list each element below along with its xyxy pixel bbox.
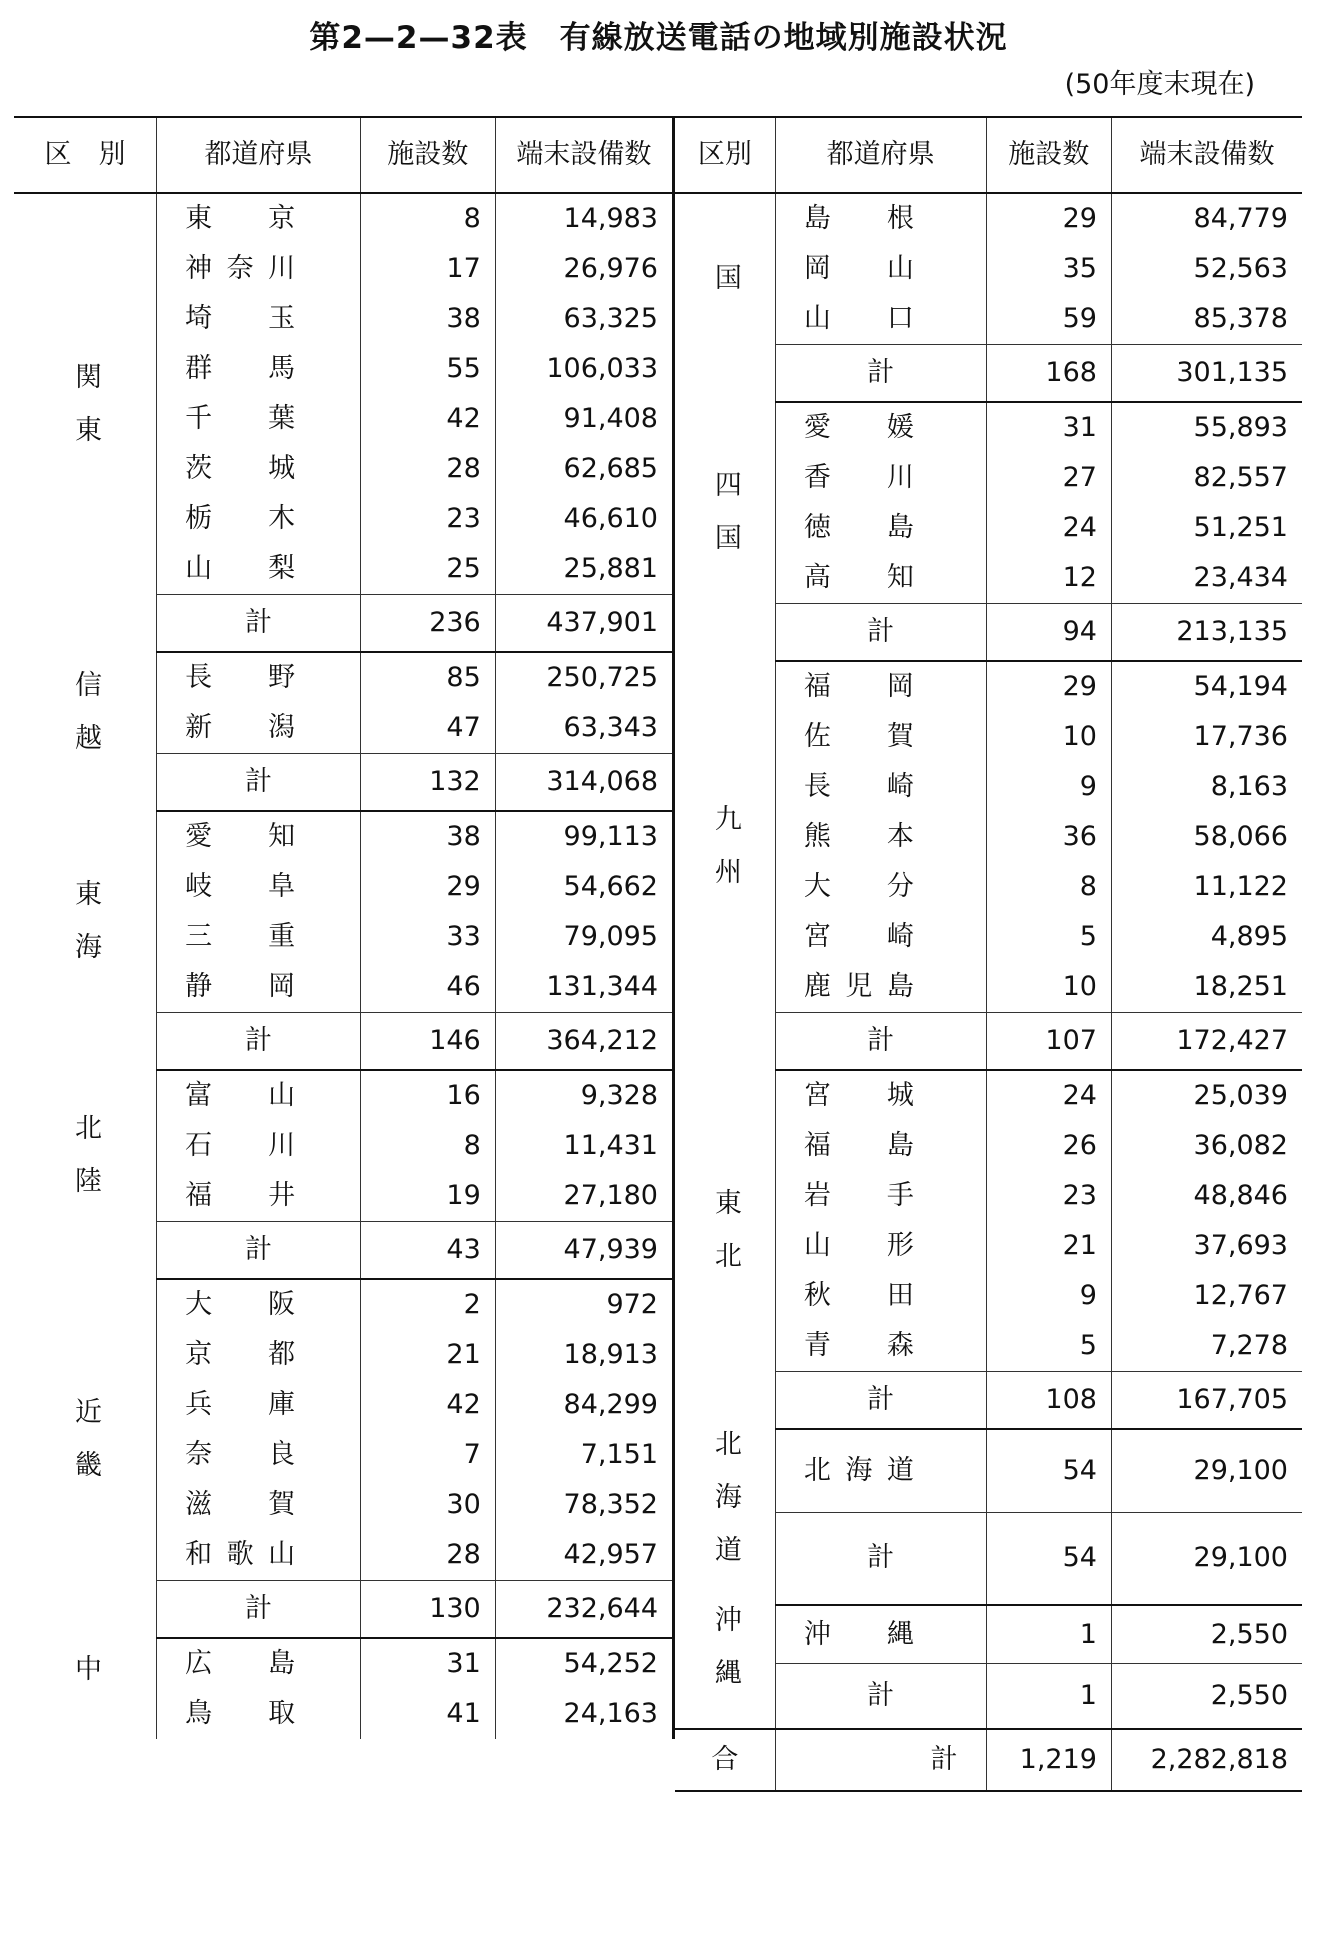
facilities-cell: 59	[986, 294, 1111, 345]
prefecture-name: 静岡	[185, 971, 296, 1002]
facilities-cell: 23	[986, 1171, 1111, 1221]
facilities-cell: 26	[986, 1121, 1111, 1171]
prefecture-name: 香川	[803, 462, 914, 493]
prefecture-cell	[157, 394, 361, 444]
facilities-cell: 29	[360, 862, 495, 912]
terminals-cell: 131,344	[546, 971, 658, 1002]
facilities-cell: 55	[360, 344, 495, 394]
prefecture-name: 佐賀	[803, 721, 914, 752]
prefecture-name: 茨城	[185, 453, 296, 484]
terminals-cell: 29,100	[1193, 1454, 1288, 1486]
as-of-note: (50年度末現在)	[1064, 69, 1255, 100]
region-label: 東海	[70, 879, 102, 985]
facilities-cell: 5	[986, 1321, 1111, 1372]
subtotal-facilities: 1	[986, 1664, 1111, 1729]
prefecture-name: 岡山	[803, 253, 914, 284]
terminals-cell: 972	[606, 1289, 658, 1320]
prefecture-name: 岐阜	[185, 871, 296, 902]
terminals-cell: 18,913	[563, 1339, 658, 1370]
subtotal-label: 計	[775, 1013, 986, 1071]
terminals-cell: 8,163	[1210, 771, 1288, 802]
terminals-cell: 2,550	[1210, 1618, 1288, 1650]
terminals-cell: 26,976	[563, 253, 658, 284]
table-row	[675, 1605, 1302, 1664]
prefecture-cell	[775, 762, 986, 812]
terminals-cell: 11,122	[1193, 871, 1288, 902]
prefecture-name: 千葉	[185, 403, 296, 434]
prefecture-name: 福岡	[803, 671, 914, 702]
terminals-cell: 58,066	[1193, 821, 1288, 852]
subtotal-terminals: 437,901	[495, 595, 673, 653]
region-cell	[14, 811, 157, 1070]
terminals-cell: 7,151	[580, 1439, 658, 1470]
prefecture-name: 広島	[185, 1648, 296, 1679]
prefecture-name: 福島	[803, 1130, 914, 1161]
prefecture-cell	[775, 1221, 986, 1271]
subtotal-facilities: 132	[360, 754, 495, 812]
facilities-cell: 27	[986, 453, 1111, 503]
table-row	[14, 1070, 674, 1121]
region-label: 北海道	[709, 1429, 741, 1588]
prefecture-cell	[775, 1121, 986, 1171]
terminals-cell: 62,685	[563, 453, 658, 484]
subtotal-label: 計	[157, 595, 361, 653]
left-table	[14, 116, 675, 1739]
terminals-cell: 91,408	[563, 403, 658, 434]
terminals-cell: 7,278	[1210, 1330, 1288, 1361]
prefecture-cell	[775, 661, 986, 712]
region-cell	[675, 1429, 775, 1605]
subtotal-label: 計	[775, 1664, 986, 1729]
prefecture-cell	[775, 1605, 986, 1664]
prefecture-name: 富山	[185, 1080, 296, 1111]
prefecture-cell	[157, 544, 361, 595]
facilities-cell: 38	[360, 811, 495, 862]
terminals-cell: 48,846	[1193, 1180, 1288, 1211]
terminals-cell: 79,095	[563, 921, 658, 952]
prefecture-name: 神奈川	[185, 253, 296, 284]
terminals-cell: 27,180	[563, 1180, 658, 1211]
facilities-cell: 7	[360, 1430, 495, 1480]
table-title: 第2—2—32表 有線放送電話の地域別施設状況	[309, 20, 1008, 56]
facilities-cell: 9	[986, 762, 1111, 812]
table-row	[14, 1638, 674, 1689]
prefecture-cell	[157, 1689, 361, 1739]
region-cell	[14, 1279, 157, 1638]
prefecture-cell	[775, 912, 986, 962]
grand-total-row	[675, 1729, 1302, 1791]
subtotal-facilities: 43	[360, 1222, 495, 1280]
prefecture-cell	[775, 402, 986, 453]
subtotal-facilities: 54	[986, 1512, 1111, 1605]
table-row	[14, 811, 674, 862]
facilities-cell: 24	[986, 503, 1111, 553]
prefecture-cell	[157, 294, 361, 344]
prefecture-cell	[157, 962, 361, 1013]
terminals-cell: 52,563	[1193, 253, 1288, 284]
facilities-cell: 30	[360, 1480, 495, 1530]
facilities-cell: 85	[360, 652, 495, 703]
prefecture-cell	[157, 1380, 361, 1430]
prefecture-name: 岩手	[803, 1180, 914, 1211]
prefecture-name: 京都	[185, 1339, 296, 1370]
prefecture-name: 青森	[803, 1330, 914, 1361]
terminals-cell: 78,352	[563, 1489, 658, 1520]
prefecture-name: 大分	[803, 871, 914, 902]
table-wrapper	[14, 116, 1302, 1792]
subtotal-terminals: 29,100	[1111, 1512, 1302, 1605]
facilities-cell: 16	[360, 1070, 495, 1121]
terminals-cell: 23,434	[1193, 562, 1288, 593]
prefecture-name: 山梨	[185, 553, 296, 584]
prefecture-cell	[775, 812, 986, 862]
facilities-cell: 42	[360, 1380, 495, 1430]
prefecture-cell	[775, 712, 986, 762]
region-label: 信越	[70, 670, 102, 776]
subtotal-terminals: 172,427	[1111, 1013, 1302, 1071]
facilities-cell: 38	[360, 294, 495, 344]
prefecture-cell	[157, 1480, 361, 1530]
terminals-cell: 17,736	[1193, 721, 1288, 752]
table-row	[14, 1279, 674, 1330]
facilities-cell: 28	[360, 1530, 495, 1581]
region-cell	[14, 1070, 157, 1279]
facilities-cell: 23	[360, 494, 495, 544]
facilities-cell: 25	[360, 544, 495, 595]
terminals-cell: 4,895	[1210, 921, 1288, 952]
table-row	[14, 193, 674, 244]
terminals-cell: 99,113	[563, 821, 658, 852]
prefecture-cell	[157, 1070, 361, 1121]
facilities-cell: 31	[360, 1638, 495, 1689]
subtotal-facilities: 236	[360, 595, 495, 653]
terminals-cell: 37,693	[1193, 1230, 1288, 1261]
prefecture-cell	[157, 1330, 361, 1380]
prefecture-name: 愛媛	[803, 412, 914, 443]
prefecture-name: 宮城	[803, 1080, 914, 1111]
facilities-cell: 12	[986, 553, 1111, 604]
prefecture-cell	[157, 244, 361, 294]
facilities-cell: 47	[360, 703, 495, 754]
header-pref: 都道府県	[775, 117, 986, 193]
header-terminals: 端末設備数	[1111, 117, 1302, 193]
prefecture-name: 秋田	[803, 1280, 914, 1311]
facilities-cell: 24	[986, 1070, 1111, 1121]
table-row	[675, 1070, 1302, 1121]
facilities-cell: 10	[986, 712, 1111, 762]
prefecture-name: 沖縄	[803, 1618, 914, 1650]
subtotal-facilities: 146	[360, 1013, 495, 1071]
terminals-cell: 54,194	[1193, 671, 1288, 702]
prefecture-name: 長崎	[803, 771, 914, 802]
subtotal-terminals: 301,135	[1111, 345, 1302, 403]
facilities-cell: 9	[986, 1271, 1111, 1321]
subtotal-label: 計	[157, 1581, 361, 1639]
subtotal-terminals: 364,212	[495, 1013, 673, 1071]
terminals-cell: 54,662	[563, 871, 658, 902]
table-row	[675, 193, 1302, 244]
prefecture-cell	[775, 294, 986, 345]
region-label: 沖縄	[709, 1605, 741, 1711]
terminals-cell: 11,431	[563, 1130, 658, 1161]
region-label: 九州	[709, 804, 741, 910]
prefecture-name: 島根	[803, 203, 914, 234]
subtotal-label: 計	[157, 754, 361, 812]
facilities-cell: 8	[360, 193, 495, 244]
subtotal-facilities: 130	[360, 1581, 495, 1639]
prefecture-name: 長野	[185, 662, 296, 693]
prefecture-name: 鹿児島	[803, 971, 914, 1002]
terminals-cell: 24,163	[563, 1698, 658, 1729]
terminals-cell: 84,299	[563, 1389, 658, 1420]
prefecture-cell	[775, 244, 986, 294]
table-row	[675, 402, 1302, 453]
prefecture-cell	[157, 703, 361, 754]
prefecture-cell	[157, 1279, 361, 1330]
grand-total-terminals: 2,282,818	[1111, 1729, 1302, 1791]
prefecture-cell	[775, 1271, 986, 1321]
facilities-cell: 41	[360, 1689, 495, 1739]
prefecture-cell	[157, 652, 361, 703]
prefecture-name: 福井	[185, 1180, 296, 1211]
header-facilities: 施設数	[986, 117, 1111, 193]
prefecture-name: 和歌山	[185, 1539, 296, 1570]
terminals-cell: 42,957	[563, 1539, 658, 1570]
region-cell	[675, 1070, 775, 1429]
terminals-cell: 85,378	[1193, 303, 1288, 334]
prefecture-cell	[157, 1430, 361, 1480]
prefecture-name: 石川	[185, 1130, 296, 1161]
prefecture-name: 大阪	[185, 1289, 296, 1320]
facilities-cell: 8	[986, 862, 1111, 912]
terminals-cell: 18,251	[1193, 971, 1288, 1002]
prefecture-cell	[775, 1429, 986, 1512]
prefecture-name: 山形	[803, 1230, 914, 1261]
prefecture-cell	[775, 453, 986, 503]
prefecture-name: 鳥取	[185, 1698, 296, 1729]
prefecture-cell	[157, 1638, 361, 1689]
prefecture-cell	[157, 444, 361, 494]
header-pref: 都道府県	[157, 117, 361, 193]
facilities-cell: 33	[360, 912, 495, 962]
terminals-cell: 63,343	[563, 712, 658, 743]
prefecture-name: 兵庫	[185, 1389, 296, 1420]
prefecture-name: 奈良	[185, 1439, 296, 1470]
prefecture-name: 栃木	[185, 503, 296, 534]
subtotal-terminals: 47,939	[495, 1222, 673, 1280]
facilities-cell: 36	[986, 812, 1111, 862]
header-region: 区 別	[14, 117, 157, 193]
subtotal-terminals: 167,705	[1111, 1372, 1302, 1430]
region-cell	[675, 402, 775, 661]
subtotal-facilities: 94	[986, 604, 1111, 662]
right-table	[675, 116, 1302, 1792]
facilities-cell: 28	[360, 444, 495, 494]
prefecture-name: 三重	[185, 921, 296, 952]
prefecture-cell	[775, 1171, 986, 1221]
subtotal-facilities: 168	[986, 345, 1111, 403]
facilities-cell: 35	[986, 244, 1111, 294]
region-cell	[675, 193, 775, 402]
terminals-cell: 84,779	[1193, 203, 1288, 234]
subtotal-label: 計	[775, 1372, 986, 1430]
right-header-row	[675, 117, 1302, 193]
left-header-row	[14, 117, 674, 193]
prefecture-name: 山口	[803, 303, 914, 334]
region-cell	[14, 1638, 157, 1739]
prefecture-name: 新潟	[185, 712, 296, 743]
prefecture-name: 北海道	[803, 1454, 914, 1486]
region-cell	[675, 1605, 775, 1729]
facilities-cell: 17	[360, 244, 495, 294]
terminals-cell: 25,039	[1193, 1080, 1288, 1111]
region-cell	[14, 193, 157, 652]
facilities-cell: 19	[360, 1171, 495, 1222]
facilities-cell: 29	[986, 193, 1111, 244]
prefecture-name: 徳島	[803, 512, 914, 543]
subtotal-label: 計	[775, 604, 986, 662]
prefecture-name: 愛知	[185, 821, 296, 852]
subtotal-facilities: 108	[986, 1372, 1111, 1430]
header-facilities: 施設数	[360, 117, 495, 193]
prefecture-cell	[775, 1070, 986, 1121]
subtotal-label: 計	[775, 1512, 986, 1605]
facilities-cell: 31	[986, 402, 1111, 453]
region-label: 中	[70, 1653, 102, 1707]
prefecture-cell	[775, 553, 986, 604]
subtotal-terminals: 232,644	[495, 1581, 673, 1639]
region-label: 四国	[709, 470, 741, 576]
terminals-cell: 51,251	[1193, 512, 1288, 543]
subtotal-label: 計	[157, 1013, 361, 1071]
facilities-cell: 54	[986, 1429, 1111, 1512]
table-row	[675, 1429, 1302, 1512]
prefecture-cell	[775, 962, 986, 1013]
prefecture-name: 熊本	[803, 821, 914, 852]
prefecture-name: 東京	[185, 203, 296, 234]
facilities-cell: 5	[986, 912, 1111, 962]
prefecture-cell	[775, 193, 986, 244]
facilities-cell: 46	[360, 962, 495, 1013]
prefecture-cell	[157, 344, 361, 394]
prefecture-name: 高知	[803, 562, 914, 593]
prefecture-cell	[157, 1171, 361, 1222]
prefecture-name: 群馬	[185, 353, 296, 384]
facilities-cell: 10	[986, 962, 1111, 1013]
prefecture-cell	[775, 1321, 986, 1372]
prefecture-cell	[157, 193, 361, 244]
subtotal-label: 計	[157, 1222, 361, 1280]
terminals-cell: 106,033	[546, 353, 658, 384]
prefecture-cell	[157, 494, 361, 544]
region-label: 国	[709, 263, 741, 316]
terminals-cell: 54,252	[563, 1648, 658, 1679]
facilities-cell: 42	[360, 394, 495, 444]
facilities-cell: 8	[360, 1121, 495, 1171]
region-label: 東北	[709, 1188, 741, 1294]
prefecture-cell	[157, 1530, 361, 1581]
region-label: 関東	[70, 361, 102, 468]
prefecture-name: 埼玉	[185, 303, 296, 334]
table-row	[14, 652, 674, 703]
prefecture-cell	[775, 862, 986, 912]
table-row	[675, 661, 1302, 712]
terminals-cell: 25,881	[563, 553, 658, 584]
subtotal-terminals: 213,135	[1111, 604, 1302, 662]
terminals-cell: 9,328	[580, 1080, 658, 1111]
terminals-cell: 63,325	[563, 303, 658, 334]
prefecture-name: 宮崎	[803, 921, 914, 952]
prefecture-name: 滋賀	[185, 1489, 296, 1520]
prefecture-cell	[775, 503, 986, 553]
prefecture-cell	[157, 811, 361, 862]
header-terminals: 端末設備数	[495, 117, 673, 193]
grand-total-label-b: 計	[775, 1729, 986, 1791]
subtotal-terminals: 2,550	[1111, 1664, 1302, 1729]
left-table-body	[14, 193, 674, 1739]
facilities-cell: 21	[360, 1330, 495, 1380]
terminals-cell: 55,893	[1193, 412, 1288, 443]
region-cell	[14, 652, 157, 811]
grand-total-facilities: 1,219	[986, 1729, 1111, 1791]
prefecture-cell	[157, 912, 361, 962]
terminals-cell: 250,725	[546, 662, 658, 693]
subtotal-terminals: 314,068	[495, 754, 673, 812]
grand-total-label-a: 合	[675, 1729, 775, 1791]
prefecture-cell	[157, 862, 361, 912]
region-cell	[675, 661, 775, 1070]
right-table-body	[675, 193, 1302, 1791]
terminals-cell: 82,557	[1193, 462, 1288, 493]
facilities-cell: 2	[360, 1279, 495, 1330]
facilities-cell: 29	[986, 661, 1111, 712]
subtotal-label: 計	[775, 345, 986, 403]
terminals-cell: 36,082	[1193, 1130, 1288, 1161]
header-region: 区別	[675, 117, 775, 193]
terminals-cell: 14,983	[563, 203, 658, 234]
terminals-cell: 12,767	[1193, 1280, 1288, 1311]
region-label: 北陸	[70, 1113, 102, 1219]
facilities-cell: 21	[986, 1221, 1111, 1271]
terminals-cell: 46,610	[563, 503, 658, 534]
subtotal-facilities: 107	[986, 1013, 1111, 1071]
region-label: 近畿	[70, 1397, 102, 1503]
prefecture-cell	[157, 1121, 361, 1171]
facilities-cell: 1	[986, 1605, 1111, 1664]
